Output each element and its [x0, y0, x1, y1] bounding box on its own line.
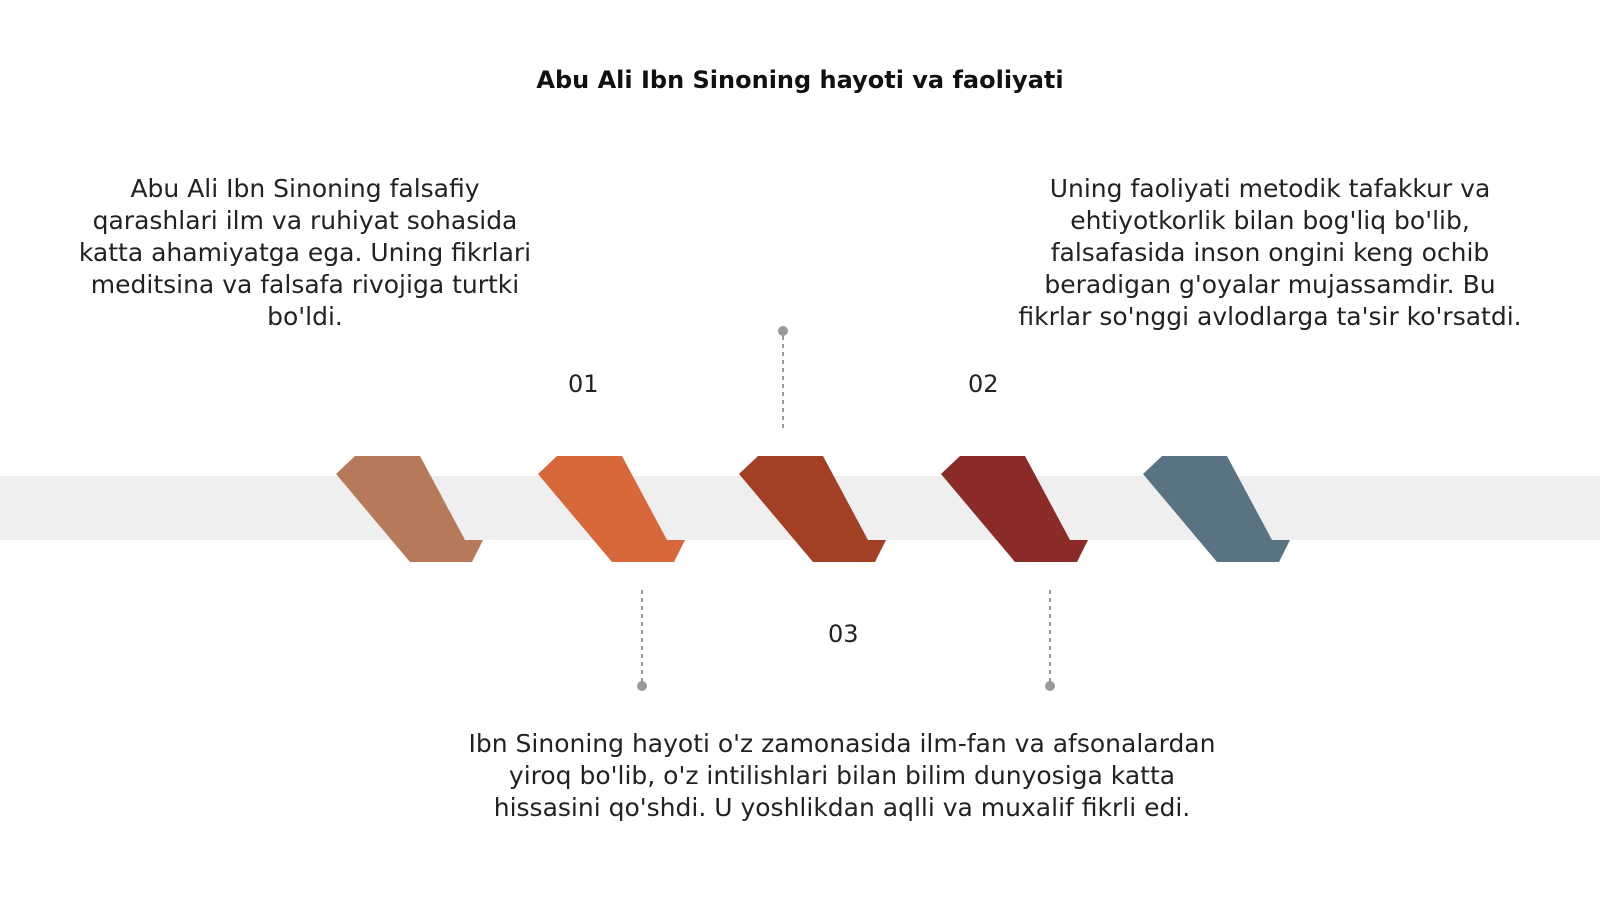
connector-1	[637, 590, 647, 691]
connector-3-dot	[1045, 681, 1055, 691]
page-title: Abu Ali Ibn Sinoning hayoti va faoliyati	[536, 66, 1064, 94]
connector-2	[778, 326, 788, 430]
item-3-text: Ibn Sinoning hayoti o'z zamonasida ilm-fan va afsonalardan yiroq bo'lib, o'z intilishlari bilan bilim dunyosiga katta hissasini qo'shdi. U yoshlikdan aqlli va muxalif fikrli edi.	[468, 729, 1216, 822]
item-1-text: Abu Ali Ibn Sinoning falsafiy qarashlari ilm va ruhiyat sohasida katta ahamiyatga ega. Uning fikrlari meditsina va falsafa rivojiga turtki bo'ldi.	[78, 174, 532, 331]
item-1-number: 01	[568, 370, 599, 398]
connector-1-dot	[637, 681, 647, 691]
item-3-number: 03	[828, 620, 859, 648]
item-2-text: Uning faoliyati metodik tafakkur va ehtiyotkorlik bilan bog'liq bo'lib, falsafasida inson ongini keng ochib beradigan g'oyalar mujassamdir. Bu fikrlar so'nggi avlodlarga ta'sir ko'rsatdi.	[1018, 174, 1522, 331]
item-2-number: 02	[968, 370, 999, 398]
connector-3	[1045, 590, 1055, 691]
connector-2-dot	[778, 326, 788, 336]
